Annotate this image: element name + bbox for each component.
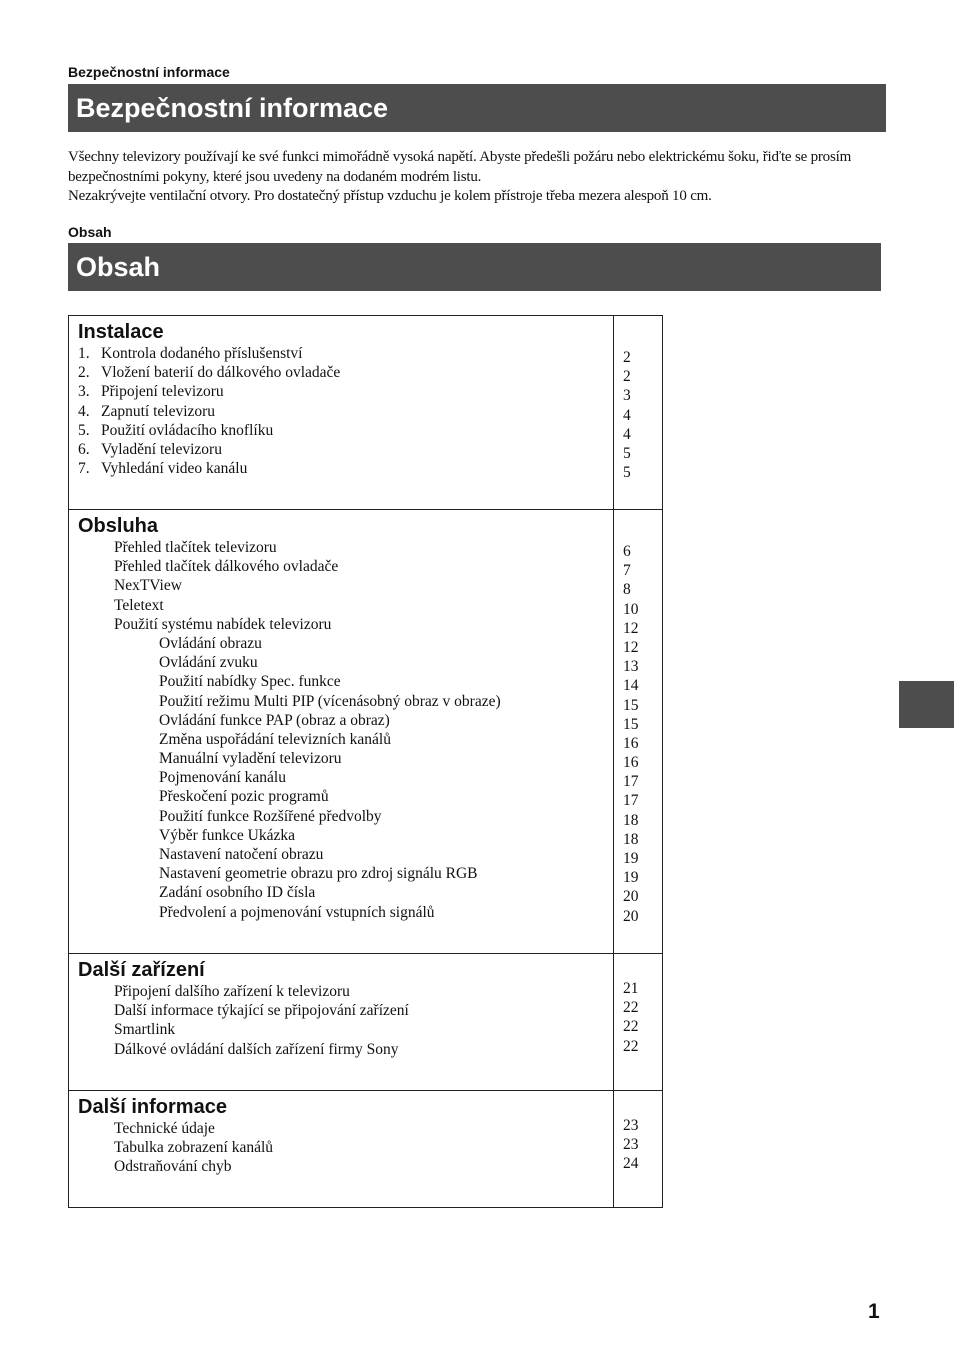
toc-section-entries — [69, 954, 614, 1091]
toc-page-number: 3 — [623, 387, 631, 405]
toc-entry-text: Teletext — [114, 596, 164, 614]
toc-entry — [69, 596, 613, 615]
toc-entry-text: Zadání osobního ID čísla — [159, 884, 316, 902]
toc-section — [69, 954, 663, 1091]
toc-page-number: 19 — [623, 869, 639, 887]
toc-entry — [69, 982, 613, 1001]
toc-entry — [69, 749, 613, 768]
toc-section-entries — [69, 510, 614, 954]
toc-page-number: 4 — [623, 425, 631, 443]
toc-entry-text: Pojmenování kanálu — [159, 769, 286, 787]
toc-page-number: 14 — [623, 677, 639, 695]
toc-entry — [69, 730, 613, 749]
toc-page-list — [614, 510, 662, 926]
toc-entry — [69, 1157, 613, 1176]
toc-entry-list — [69, 1119, 613, 1177]
toc-entry-text: Změna uspořádání televizních kanálů — [159, 730, 391, 748]
toc-page-number: 15 — [623, 715, 639, 733]
toc-page-number: 15 — [623, 696, 639, 714]
toc-entry-number: 6. — [78, 440, 90, 458]
toc-entry — [69, 382, 613, 401]
safety-paragraph-1: Všechny televizory používají ke své funkci mimořádně vysoká napětí. Abyste předešli požáru nebo elektrickému šoku, řiďte se prosím bezpečnostními pokyny, které jsou uvedeny na dodaném modrém listu. — [68, 149, 852, 185]
toc-entry-text: Tabulka zobrazení kanálů — [114, 1139, 274, 1157]
toc-page-number: 23 — [623, 1136, 639, 1154]
toc-entry — [69, 768, 613, 787]
toc-page-number: 22 — [623, 1018, 639, 1036]
toc-entry-number: 1. — [78, 345, 90, 362]
toc-entry — [69, 1138, 613, 1157]
toc-entry-text: Další informace týkající se připojování zařízení — [114, 1002, 409, 1020]
toc-entry-number: 3. — [78, 383, 90, 401]
toc-page-list — [614, 316, 662, 482]
toc-page-number: 12 — [623, 619, 639, 637]
toc-entry-text: Použití ovládacího knoflíku — [101, 421, 274, 439]
toc-section — [69, 1091, 663, 1208]
toc-entry-text: Použití systému nabídek televizoru — [114, 615, 332, 633]
toc-page-list — [614, 954, 662, 1056]
toc-entry — [69, 615, 613, 634]
toc-section — [69, 316, 663, 510]
toc-page-number: 18 — [623, 811, 639, 829]
toc-entry — [69, 344, 613, 363]
toc-entry — [69, 538, 613, 557]
toc-entry-text: Technické údaje — [114, 1120, 215, 1137]
toc-entry-text: Zapnutí televizoru — [101, 402, 216, 420]
toc-page-number: 7 — [623, 562, 631, 580]
toc-section-entries — [69, 1091, 614, 1208]
toc-entry — [69, 1001, 613, 1020]
toc-entry-text: Připojení televizoru — [101, 383, 224, 401]
toc-entry-text: Předvolení a pojmenování vstupních signálů — [159, 903, 435, 921]
toc-entry-text: Kontrola dodaného příslušenství — [101, 345, 303, 362]
safety-paragraph-2: Nezakrývejte ventilační otvory. Pro dostatečný přístup vzduchu je kolem přístroje třeba mezera alespoň 10 cm. — [68, 188, 712, 204]
toc-page-column — [614, 510, 663, 954]
toc-entry — [69, 845, 613, 864]
toc-entry — [69, 807, 613, 826]
toc-entry — [69, 903, 613, 922]
toc-entry — [69, 826, 613, 845]
toc-entry-text: Nastavení geometrie obrazu pro zdroj signálu RGB — [159, 865, 478, 883]
toc-entry-text: Výběr funkce Ukázka — [159, 826, 295, 844]
toc-page-number: 8 — [623, 581, 631, 599]
toc-entry-text: NexTView — [114, 577, 182, 595]
toc-entry — [69, 634, 613, 653]
toc-section-title: Další informace — [78, 1096, 227, 1118]
toc-section-title: Obsluha — [78, 515, 159, 537]
toc-page-number: 18 — [623, 830, 639, 848]
toc-section-title: Instalace — [78, 321, 164, 343]
toc-page-number: 19 — [623, 850, 639, 867]
toc-page-column — [614, 954, 663, 1091]
toc-page-number: 5 — [623, 464, 631, 482]
toc-entry-text: Manuální vyladění televizoru — [159, 750, 342, 768]
toc-page-number: 21 — [623, 980, 639, 997]
toc-entry-text: Přeskočení pozic programů — [159, 788, 329, 806]
toc-entry — [69, 576, 613, 595]
toc-page-number: 20 — [623, 888, 639, 906]
toc-entry-text: Připojení dalšího zařízení k televizoru — [114, 983, 350, 1000]
toc-page-number: 2 — [623, 368, 631, 386]
contents-heading: Obsah — [68, 243, 881, 291]
toc-page-number: 6 — [623, 543, 631, 560]
toc-entry-list — [69, 982, 613, 1059]
toc-entry-text: Použití nabídky Spec. funkce — [159, 673, 341, 691]
toc-entry — [69, 459, 613, 478]
toc-entry-number: 7. — [78, 460, 90, 478]
toc-entry-text: Nastavení natočení obrazu — [159, 846, 324, 863]
toc-entry — [69, 787, 613, 806]
toc-section-title: Další zařízení — [78, 959, 205, 981]
toc-entry — [69, 864, 613, 883]
toc-entry-number: 2. — [78, 364, 90, 382]
breadcrumb-safety: Bezpečnostní informace — [68, 64, 230, 80]
toc-page-number: 16 — [623, 734, 639, 752]
toc-entry — [69, 653, 613, 672]
toc-page-number: 17 — [623, 773, 639, 791]
toc-page-column — [614, 316, 663, 510]
toc-entry-text: Použití funkce Rozšířené předvolby — [159, 807, 382, 825]
toc-page-number: 4 — [623, 406, 631, 424]
toc-entry — [69, 1040, 613, 1059]
toc-entry — [69, 1020, 613, 1039]
toc-entry-text: Odstraňování chyb — [114, 1158, 232, 1176]
safety-heading: Bezpečnostní informace — [68, 84, 886, 132]
toc-page-number: 2 — [623, 349, 631, 366]
toc-page-number: 12 — [623, 638, 639, 656]
toc-entry-text: Vyladění televizoru — [101, 440, 222, 458]
toc-page-number: 20 — [623, 907, 639, 925]
toc-entry — [69, 883, 613, 902]
toc-entry — [69, 711, 613, 730]
toc-entry — [69, 692, 613, 711]
toc-page-column — [614, 1091, 663, 1208]
toc-entry-list — [69, 538, 613, 922]
toc-page-number: 17 — [623, 792, 639, 810]
toc-entry — [69, 421, 613, 440]
toc-page-number: 22 — [623, 999, 639, 1017]
toc-section — [69, 510, 663, 954]
toc-page-number: 5 — [623, 444, 631, 462]
toc-entry-text: Dálkové ovládání dalších zařízení firmy Sony — [114, 1040, 399, 1058]
toc-entry-text: Vložení baterií do dálkového ovladače — [101, 364, 341, 382]
toc-entry — [69, 363, 613, 382]
toc-page-number: 10 — [623, 600, 639, 618]
toc-section-entries — [69, 316, 614, 510]
toc-entry — [69, 557, 613, 576]
toc-entry-number: 5. — [78, 421, 90, 439]
toc-page-number: 13 — [623, 658, 639, 676]
toc-entry-text: Smartlink — [114, 1021, 176, 1039]
toc-entry-number: 4. — [78, 402, 90, 420]
breadcrumb-contents: Obsah — [68, 224, 112, 240]
toc-entry-text: Přehled tlačítek dálkového ovladače — [114, 558, 339, 576]
toc-entry-text: Ovládání obrazu — [159, 634, 262, 652]
table-of-contents — [68, 315, 663, 1208]
toc-entry — [69, 402, 613, 421]
toc-entry — [69, 1119, 613, 1138]
toc-entry-text: Ovládání zvuku — [159, 654, 258, 672]
toc-page-list — [614, 1091, 662, 1174]
toc-entry-text: Použití režimu Multi PIP (vícenásobný obraz v obraze) — [159, 692, 501, 710]
toc-entry-text: Vyhledání video kanálu — [101, 460, 248, 478]
safety-text — [68, 148, 888, 207]
toc-entry-list — [69, 344, 613, 478]
toc-entry — [69, 672, 613, 691]
section-tab-marker — [899, 681, 954, 728]
toc-entry-text: Přehled tlačítek televizoru — [114, 539, 277, 556]
toc-page-number: 24 — [623, 1155, 639, 1173]
toc-page-number: 16 — [623, 754, 639, 772]
toc-entry — [69, 440, 613, 459]
toc-page-number: 23 — [623, 1117, 639, 1134]
page-number: 1 — [868, 1300, 880, 1323]
toc-page-number: 22 — [623, 1037, 639, 1055]
toc-entry-text: Ovládání funkce PAP (obraz a obraz) — [159, 711, 390, 729]
